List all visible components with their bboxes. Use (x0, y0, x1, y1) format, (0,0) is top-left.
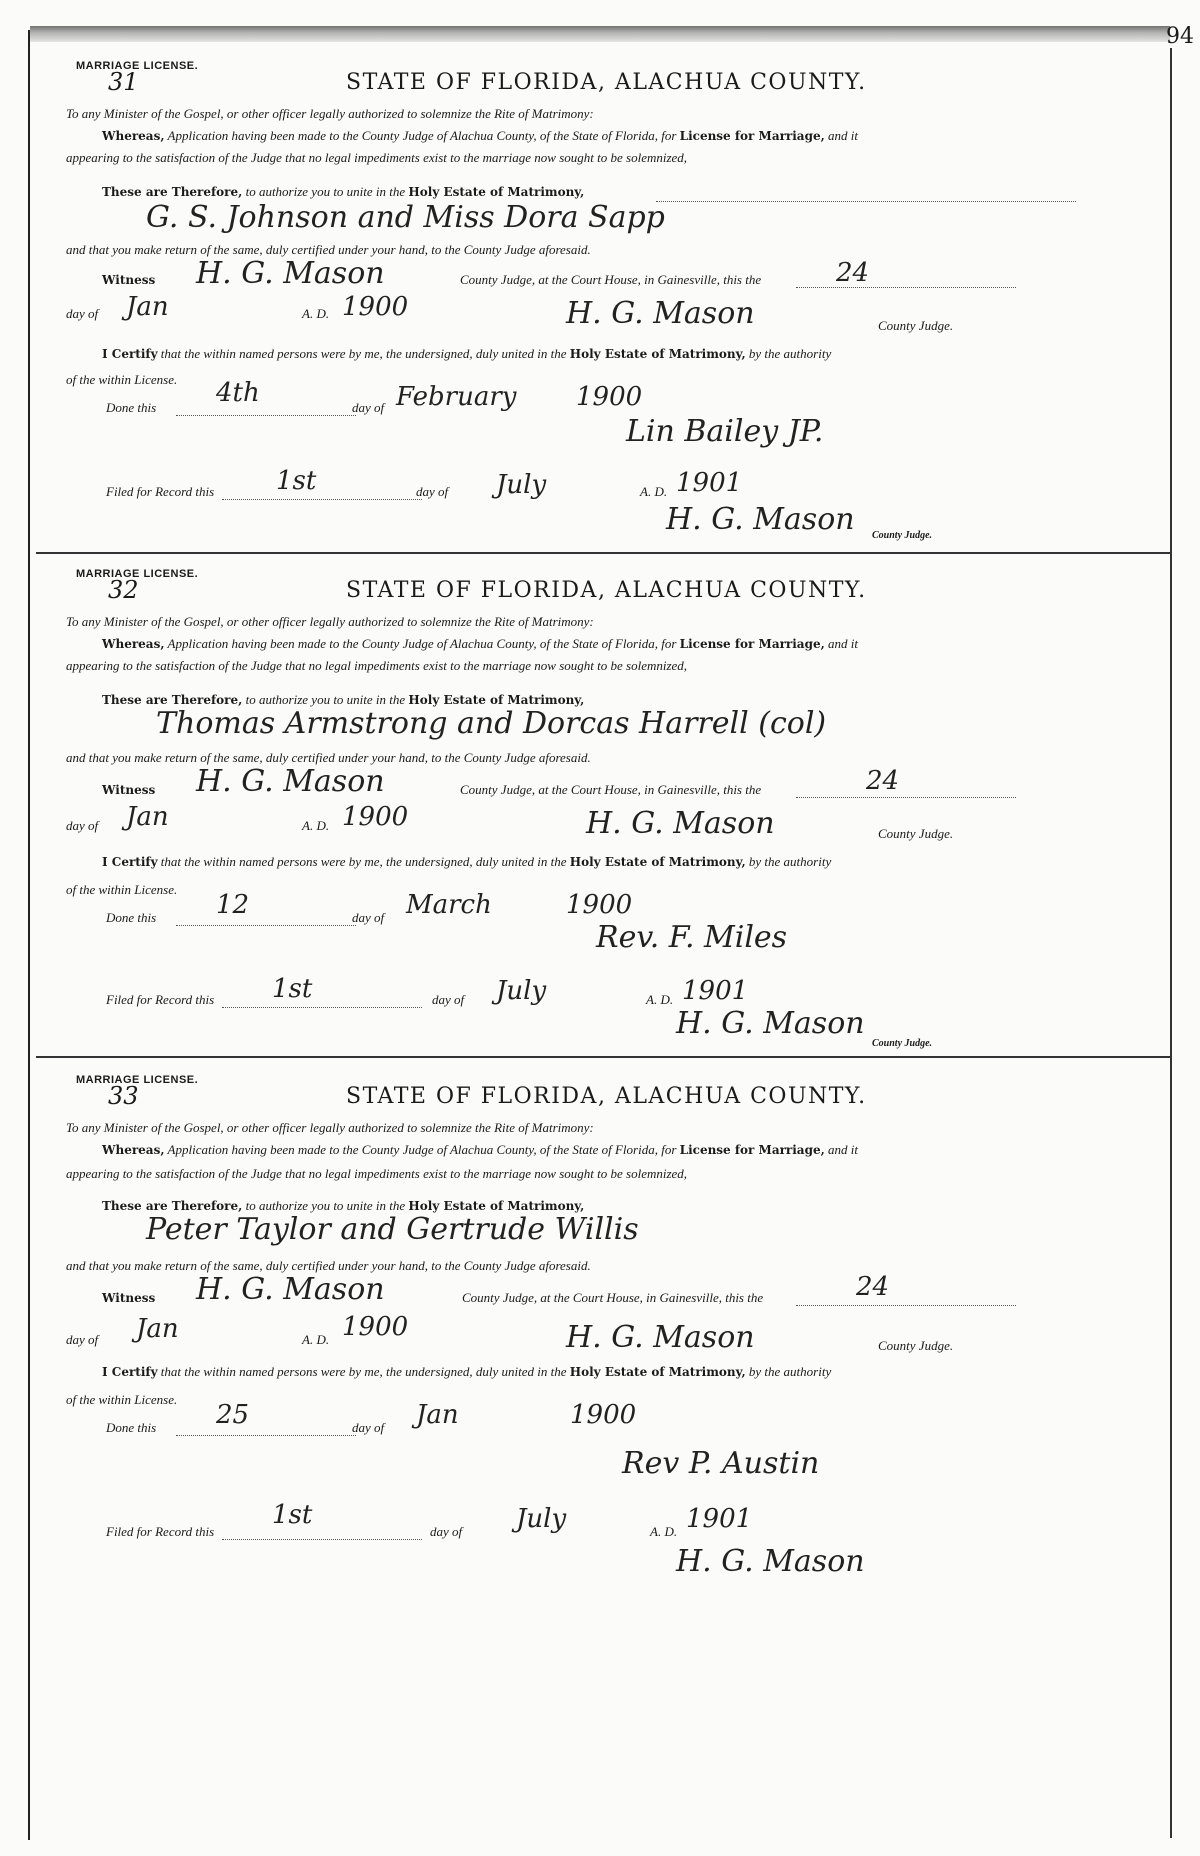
make-return-line: and that you make return of the same, duly certified under your hand, to the County Judge aforesaid. (66, 1258, 591, 1273)
license-divider (36, 1056, 1170, 1058)
issue-year: 1900 (342, 1312, 409, 1342)
parties-names: G. S. Johnson and Miss Dora Sapp (146, 200, 665, 235)
issue-year: 1900 (342, 802, 409, 832)
day-of-label: day of (66, 306, 99, 321)
license-divider (36, 552, 1170, 554)
filed-day: 1st (272, 974, 313, 1004)
county-judge-small-label: County Judge. (872, 530, 933, 541)
to-any-minister: To any Minister of the Gospel, or other officer legally authorized to solemnize the Rite of Matrimony: (66, 1120, 594, 1135)
filed-for-record-label: Filed for Record this (106, 484, 215, 499)
filed-year: 1901 (676, 468, 743, 498)
judge-signature: H. G. Mason (586, 806, 775, 841)
these-are-therefore-line: These are Therefore, to authorize you to unite in the Holy Estate of Matrimony, (102, 692, 585, 707)
filed-month: July (496, 470, 547, 500)
page-number: 94 (1166, 24, 1194, 49)
dotted-rule (222, 1538, 422, 1540)
certify-line: I Certify that the within named persons were by me, the undersigned, duly united in the Holy Estate of Matrimony, by the authority (102, 346, 832, 361)
done-month: February (396, 382, 517, 412)
license-number: 31 (108, 68, 139, 96)
day-of-label-2: day of (352, 1420, 385, 1435)
filed-signature: H. G. Mason (666, 502, 855, 537)
filed-year: 1901 (682, 976, 749, 1006)
state-title: STATE OF FLORIDA, ALACHUA COUNTY. (346, 1084, 867, 1109)
officiant-signature: Lin Bailey JP. (626, 414, 824, 449)
done-this-label: Done this (106, 910, 157, 925)
day-of-label-2: day of (352, 400, 385, 415)
witness-signature: H. G. Mason (196, 1272, 385, 1307)
filed-for-record-label: Filed for Record this (106, 1524, 215, 1539)
county-judge-label: County Judge. (878, 826, 954, 841)
issue-day: 24 (866, 766, 900, 796)
whereas-line: Whereas, Application having been made to the County Judge of Alachua County, of the State of Florida, for License for Marriage, and it (102, 636, 859, 651)
officiant-signature: Rev. F. Miles (596, 920, 788, 955)
dotted-rule (656, 200, 1076, 202)
ad-label: A. D. (302, 1332, 330, 1347)
ad-label: A. D. (302, 306, 330, 321)
judge-signature: H. G. Mason (566, 296, 755, 331)
done-this-label: Done this (106, 400, 157, 415)
of-within-license: of the within License. (66, 882, 178, 897)
these-are-therefore-line: These are Therefore, to authorize you to unite in the Holy Estate of Matrimony, (102, 1198, 585, 1213)
ad-label: A. D. (302, 818, 330, 833)
of-within-license: of the within License. (66, 1392, 178, 1407)
license-number: 32 (108, 576, 139, 604)
dotted-rule (796, 286, 1016, 288)
to-any-minister: To any Minister of the Gospel, or other officer legally authorized to solemnize the Rite of Matrimony: (66, 614, 594, 629)
ad-label-2: A. D. (650, 1524, 678, 1539)
issue-year: 1900 (342, 292, 409, 322)
dotted-rule (796, 1304, 1016, 1306)
parties-names: Peter Taylor and Gertrude Willis (146, 1212, 639, 1247)
marriage-license-label: MARRIAGE LICENSE. (76, 60, 199, 72)
witness-signature: H. G. Mason (196, 764, 385, 799)
license-number: 33 (108, 1082, 139, 1110)
make-return-line: and that you make return of the same, duly certified under your hand, to the County Judge aforesaid. (66, 242, 591, 257)
dotted-rule (176, 1434, 356, 1436)
ad-label-2: A. D. (646, 992, 674, 1007)
dotted-rule (222, 498, 422, 500)
day-of-label-3: day of (416, 484, 449, 499)
witness-line: Witness (102, 1291, 156, 1305)
marriage-license-label: MARRIAGE LICENSE. (76, 568, 199, 580)
issue-month: Jan (126, 292, 169, 322)
witness-signature: H. G. Mason (196, 256, 385, 291)
marriage-license-label: MARRIAGE LICENSE. (76, 1074, 199, 1086)
issue-month: Jan (126, 802, 169, 832)
marriage-license-31 (66, 60, 1146, 560)
dotted-rule (796, 796, 1016, 798)
done-month: March (406, 890, 492, 920)
county-judge-label: County Judge. (878, 1338, 954, 1353)
judge-signature: H. G. Mason (566, 1320, 755, 1355)
state-title: STATE OF FLORIDA, ALACHUA COUNTY. (346, 70, 867, 95)
county-judge-label: County Judge. (878, 318, 954, 333)
filed-signature: H. G. Mason (676, 1544, 865, 1579)
witness-line: Witness (102, 273, 156, 287)
dotted-rule (222, 1006, 422, 1008)
filed-for-record-label: Filed for Record this (106, 992, 215, 1007)
issue-day: 24 (836, 258, 870, 288)
filed-month: July (516, 1504, 567, 1534)
county-judge-court-house: County Judge, at the Court House, in Gainesville, this the (460, 782, 762, 797)
appearing-line: appearing to the satisfaction of the Judge that no legal impediments exist to the marriage now sought to be solemnized, (66, 1166, 688, 1181)
filed-signature: H. G. Mason (676, 1006, 865, 1041)
make-return-line: and that you make return of the same, duly certified under your hand, to the County Judge aforesaid. (66, 750, 591, 765)
county-judge-court-house: County Judge, at the Court House, in Gainesville, this the (460, 272, 762, 287)
appearing-line: appearing to the satisfaction of the Judge that no legal impediments exist to the marriage now sought to be solemnized, (66, 658, 688, 673)
day-of-label-3: day of (430, 1524, 463, 1539)
done-year: 1900 (566, 890, 633, 920)
filed-day: 1st (272, 1500, 313, 1530)
county-judge-small-label: County Judge. (872, 1038, 933, 1049)
done-day: 12 (216, 890, 250, 920)
officiant-signature: Rev P. Austin (622, 1446, 820, 1481)
these-are-therefore-line: These are Therefore, to authorize you to unite in the Holy Estate of Matrimony, (102, 184, 585, 199)
dotted-rule (176, 414, 356, 416)
whereas-line: Whereas, Application having been made to the County Judge of Alachua County, of the State of Florida, for License for Marriage, and it (102, 1142, 859, 1157)
appearing-line: appearing to the satisfaction of the Judge that no legal impediments exist to the marriage now sought to be solemnized, (66, 150, 688, 165)
done-this-label: Done this (106, 1420, 157, 1435)
dotted-rule (176, 924, 356, 926)
marriage-license-33 (66, 1074, 1146, 1774)
issue-day: 24 (856, 1272, 890, 1302)
certify-line: I Certify that the within named persons were by me, the undersigned, duly united in the Holy Estate of Matrimony, by the authority (102, 854, 832, 869)
filed-year: 1901 (686, 1504, 753, 1534)
day-of-label-2: day of (352, 910, 385, 925)
whereas-line: Whereas, Application having been made to the County Judge of Alachua County, of the State of Florida, for License for Marriage, and it (102, 128, 859, 143)
to-any-minister: To any Minister of the Gospel, or other officer legally authorized to solemnize the Rite of Matrimony: (66, 106, 594, 121)
page-right-rule (1170, 48, 1172, 1838)
done-day: 25 (216, 1400, 250, 1430)
marriage-license-32 (66, 568, 1146, 1068)
witness-line: Witness (102, 783, 156, 797)
filed-day: 1st (276, 466, 317, 496)
done-day: 4th (216, 378, 260, 408)
state-title: STATE OF FLORIDA, ALACHUA COUNTY. (346, 578, 867, 603)
issue-month: Jan (136, 1314, 179, 1344)
done-month: Jan (416, 1400, 459, 1430)
parties-names: Thomas Armstrong and Dorcas Harrell (col) (156, 706, 827, 741)
ad-label-2: A. D. (640, 484, 668, 499)
done-year: 1900 (576, 382, 643, 412)
county-judge-court-house: County Judge, at the Court House, in Gainesville, this the (462, 1290, 764, 1305)
of-within-license: of the within License. (66, 372, 178, 387)
day-of-label: day of (66, 818, 99, 833)
day-of-label-3: day of (432, 992, 465, 1007)
filed-month: July (496, 976, 547, 1006)
day-of-label: day of (66, 1332, 99, 1347)
certify-line: I Certify that the within named persons were by me, the undersigned, duly united in the Holy Estate of Matrimony, by the authority (102, 1364, 832, 1379)
done-year: 1900 (570, 1400, 637, 1430)
